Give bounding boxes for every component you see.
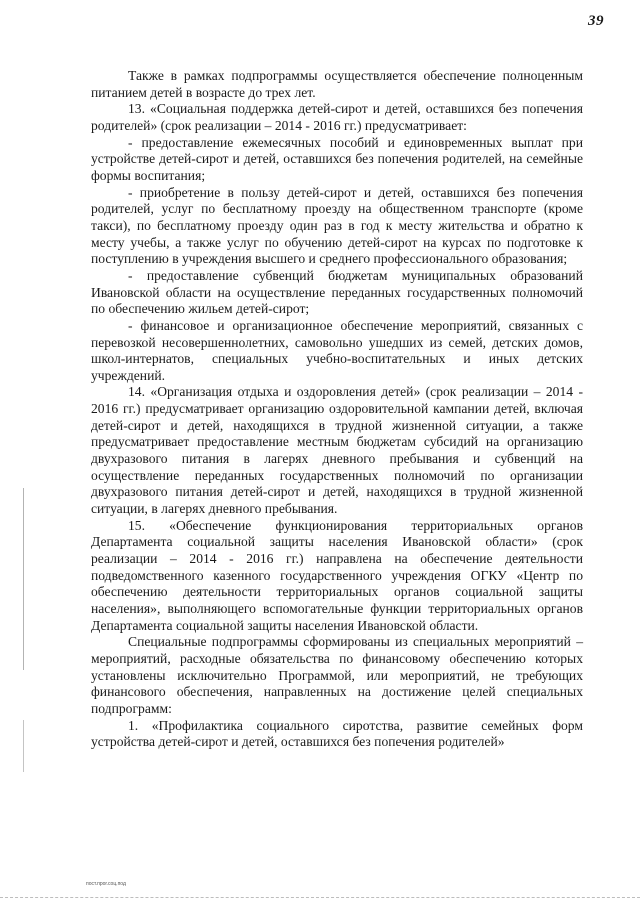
paragraph-transport-minors: - финансовое и организационное обеспечение мероприятий, связанных с перевозкой несовершеннолетних, самовольно ушедших из семей, детских домов, школ-интернатов, специальных учебно-воспитательных и иных детских учреждений. bbox=[91, 317, 583, 383]
paragraph-travel-services: - приобретение в пользу детей-сирот и детей, оставшихся без попечения родителей, услуг по бесплатному проезду на общественном транспорте (кроме такси), по бесплатному проезду один раз в год к месту жительства и обратно к месту учебы, а также услуг по обучению детей-сирот на курсах по подготовке к поступлению в учреждения высшего и среднего профессионального образования; bbox=[91, 184, 583, 267]
paragraph-subprogram-14: 14. «Организация отдыха и оздоровления детей» (срок реализации – 2014 - 2016 гг.) предусматривает организацию оздоровительной кампании детей, включая детей-сирот и детей, находящихся в трудной жизненной ситуации, а также предусматривает предоставление местным бюджетам субсидий на организацию двухразового питания в лагерях дневного пребывания и субвенций на осуществление переданных государственных полномочий по организации двухразового питания детей-сирот и детей, находящихся в трудной жизненной ситуации, в лагерях дневного пребывания. bbox=[91, 384, 583, 517]
document-body bbox=[91, 68, 583, 751]
scan-margin-line bbox=[23, 488, 24, 670]
paragraph-subprogram-13: 13. «Социальная поддержка детей-сирот и детей, оставшихся без попечения родителей» (срок реализации – 2014 - 2016 гг.) предусматривает: bbox=[91, 101, 583, 133]
paragraph-subprogram-15: 15. «Обеспечение функционирования территориальных органов Департамента социальной защиты населения Ивановской области» (срок реализации – 2014 - 2016 гг.) направлена на обеспечение деятельности подведомственного казенного государственного учреждения ОГКУ «Центр по обеспечению деятельности территориальных органов социальной защиты населения», выполняющего вспомогательные функции территориальных органов Департамента социальной защиты населения Ивановской области. bbox=[91, 517, 583, 633]
footer-file-label: пост.прог.соц.под bbox=[86, 881, 126, 887]
paragraph-housing-subventions: - предоставление субвенций бюджетам муниципальных образований Ивановской области на осуществление переданных государственных полномочий по обеспечению жильем детей-сирот; bbox=[91, 267, 583, 317]
scan-margin-line-lower bbox=[23, 720, 24, 772]
paragraph-special-subprograms: Специальные подпрограммы сформированы из специальных мероприятий – мероприятий, расходные обязательства по финансовому обеспечению которых установлены исключительно Программой, или мероприятий, не требующих финансового обеспечения, направленных на достижение целей специальных подпрограмм: bbox=[91, 634, 583, 716]
paragraph-special-subprogram-1: 1. «Профилактика социального сиротства, развитие семейных форм устройства детей-сирот и детей, оставшихся без попечения родителей» bbox=[91, 717, 583, 750]
paragraph-monthly-benefits: - предоставление ежемесячных пособий и единовременных выплат при устройстве детей-сирот и детей, оставшихся без попечения родителей, на семейные формы воспитания; bbox=[91, 134, 583, 183]
scan-bottom-edge bbox=[0, 897, 640, 899]
paragraph-infant-nutrition: Также в рамках подпрограммы осуществляется обеспечение полноценным питанием детей в возрасте до трех лет. bbox=[91, 68, 583, 100]
page-number: 39 bbox=[588, 13, 604, 29]
